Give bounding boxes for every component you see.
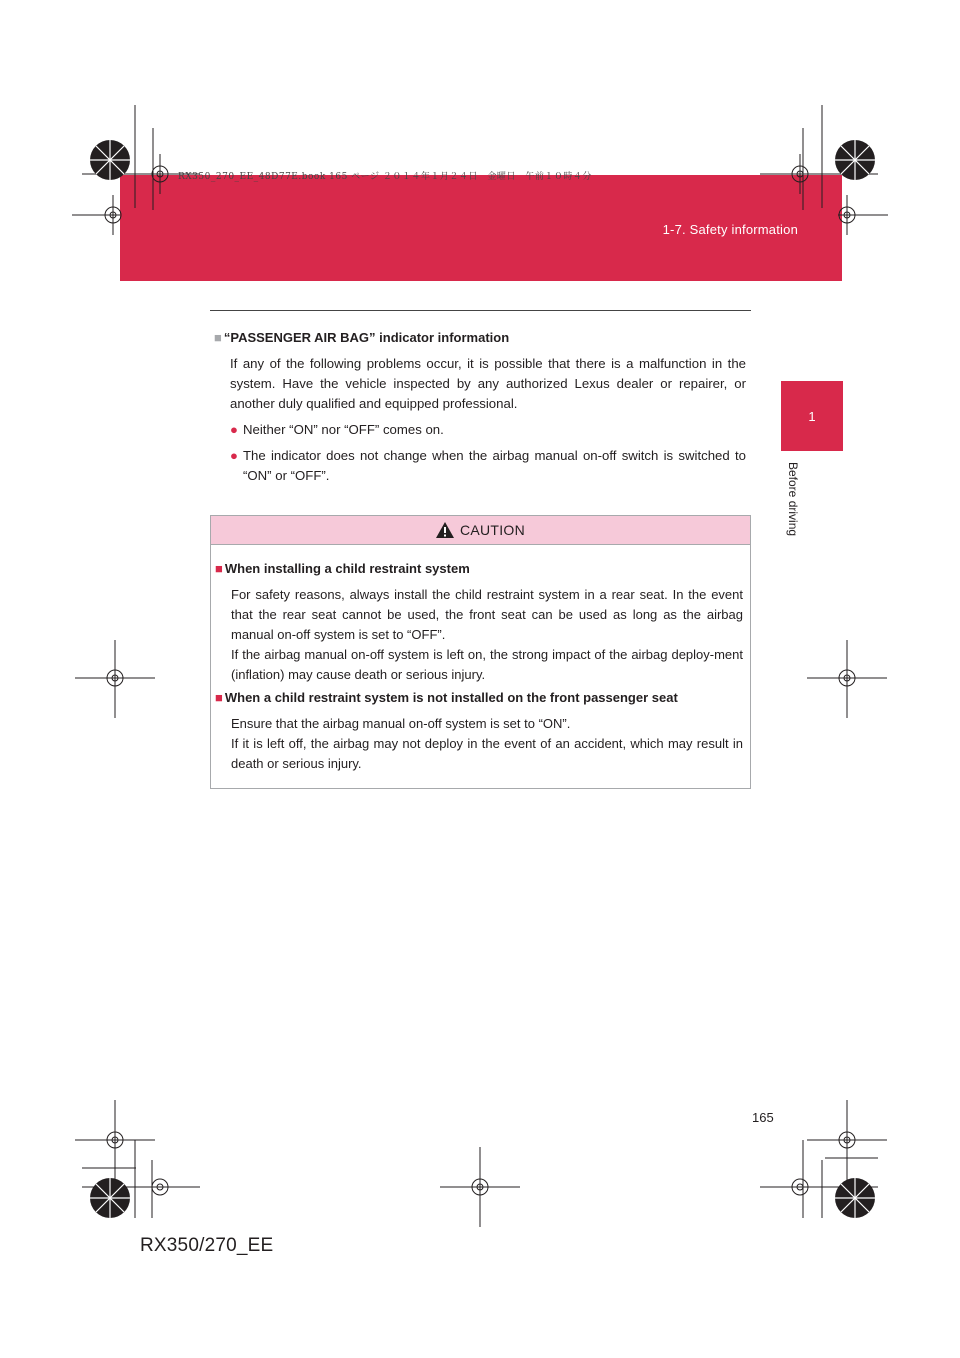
caution-text: For safety reasons, always install the child restraint system in a rear seat. In the event that the rear seat cannot be used, the front seat can be used as long as the airbag manual on-off system is set to “OFF”. [231,587,743,642]
indicator-info-intro: If any of the following problems occur, it is possible that there is a malfunction in the system. Have the vehicle inspected by any authorized Lexus dealer or repairer, or another duly qualified and equipped professional. [230,356,746,411]
bullet-icon: ● [230,422,238,437]
caution-text: If the airbag manual on-off system is left on, the strong impact of the airbag deploy-ment (inflation) may cause death or serious injury. [231,647,743,682]
section-rule [210,310,751,311]
caution-heading: ■ When installing a child restraint system [215,561,470,576]
square-icon: ■ [214,330,222,345]
caution-heading: ■ When a child restraint system is not installed on the front passenger seat [215,690,678,705]
model-code: RX350/270_EE [140,1235,274,1256]
caution-text: If it is left off, the airbag may not deploy in the event of an accident, which may result in death or serious injury. [231,736,743,771]
caution-section [215,559,743,685]
list-item: ● Neither “ON” nor “OFF” comes on. [230,420,746,440]
warning-icon [436,522,454,538]
list-item: ● The indicator does not change when the airbag manual on-off switch is switched to “ON” or “OFF”. [230,446,746,486]
indicator-info-section [214,328,746,486]
page-number: 165 [752,1110,774,1125]
chapter-tab: 1 [781,381,843,451]
section-title: 1-7. Safety information [662,222,798,237]
chapter-label: Before driving [786,462,800,537]
bullet-icon: ● [230,448,238,463]
header-band [120,175,842,281]
indicator-info-heading: ■ “PASSENGER AIR BAG” indicator information [214,330,510,345]
book-meta: RX350_270_EE_48D77E.book 165 ページ ２０１４年１月２４日 金曜日 午前１０時４分 [178,172,592,182]
caution-section [215,688,743,774]
caution-header [211,516,750,545]
caution-box [210,515,751,789]
square-icon: ■ [215,690,223,705]
caution-title: CAUTION [459,522,526,538]
square-icon: ■ [215,561,223,576]
caution-text: Ensure that the airbag manual on-off system is set to “ON”. [231,716,571,731]
